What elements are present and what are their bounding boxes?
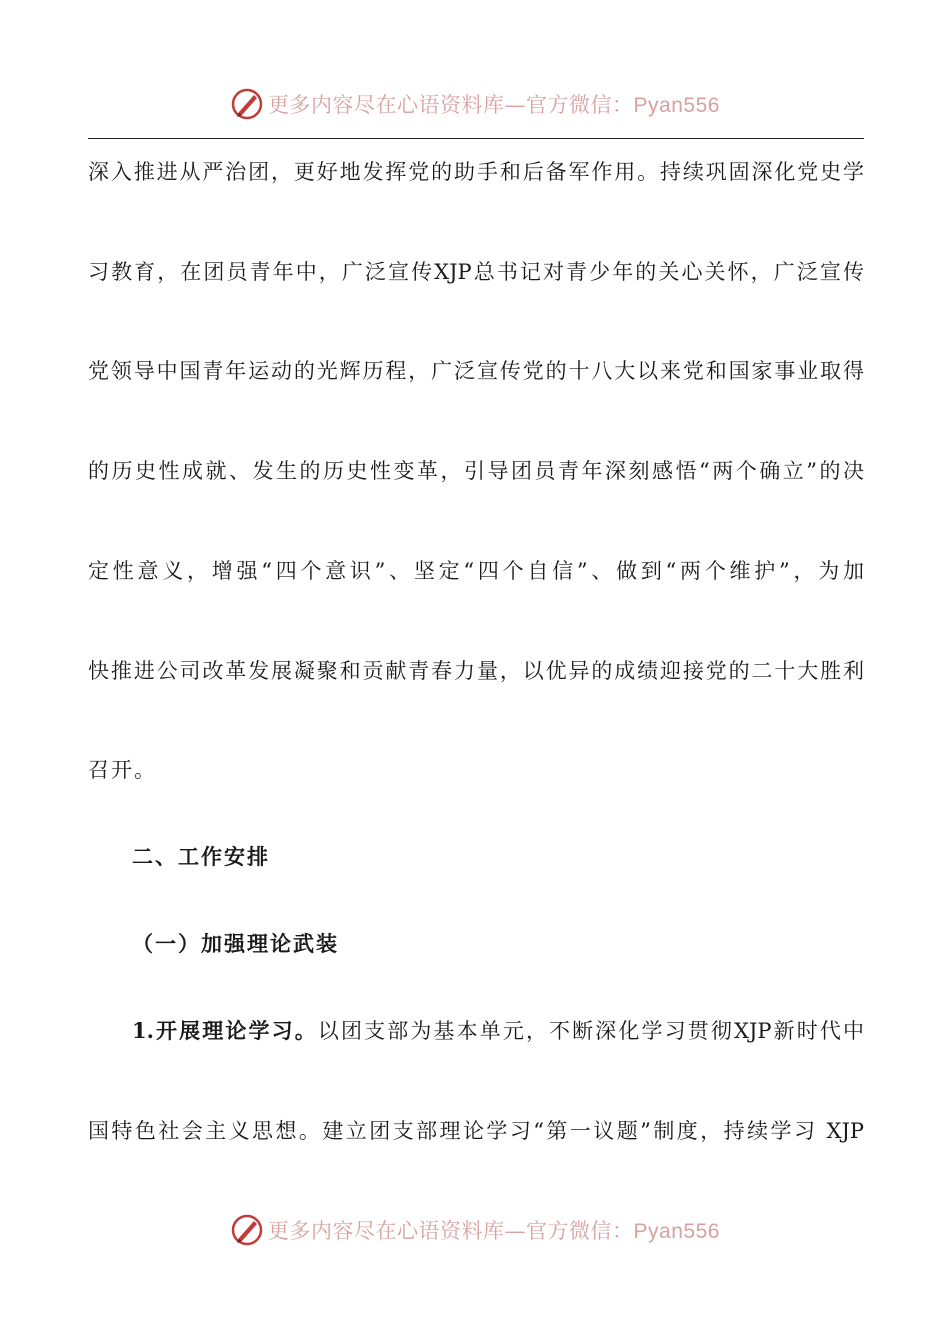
paragraph-line: 党领导中国青年运动的光辉历程，广泛宣传党的十八大以来党和国家事业取得 <box>88 359 864 383</box>
header-banner <box>0 84 950 124</box>
wechat-id: Pyan556 <box>633 1220 720 1243</box>
paragraph-line: 定性意义，增强“四个意识”、坚定“四个自信”、做到“两个维护”，为加 <box>88 559 864 583</box>
item-text: 以团支部为基本单元，不断深化学习贯彻XJP新时代中 <box>317 1019 864 1043</box>
banner-label: 更多内容尽在心语资料库—官方微信： <box>268 93 634 117</box>
banner-text <box>268 89 720 119</box>
pen-logo-icon <box>230 87 264 121</box>
wechat-id: Pyan556 <box>633 94 720 117</box>
pen-logo-icon <box>230 1213 264 1247</box>
paragraph-line: 快推进公司改革发展凝聚和贡献青春力量，以优异的成绩迎接党的二十大胜利 <box>88 659 864 683</box>
paragraph-line: 的历史性成就、发生的历史性变革，引导团员青年深刻感悟“两个确立”的决 <box>88 459 864 483</box>
paragraph-line: 习教育，在团员青年中，广泛宣传XJP总书记对青少年的关心关怀，广泛宣传 <box>88 260 864 284</box>
item-title: 1.开展理论学习。 <box>132 1018 318 1043</box>
paragraph-line: 召开。 <box>88 758 157 782</box>
item-line <box>132 1016 864 1046</box>
subsection-heading: （一）加强理论武装 <box>132 931 339 956</box>
paragraph-line: 国特色社会主义思想。建立团支部理论学习“第一议题”制度，持续学习 XJP <box>88 1119 864 1143</box>
banner-text <box>268 1215 720 1245</box>
banner-label: 更多内容尽在心语资料库—官方微信： <box>268 1219 634 1243</box>
header-rule <box>88 138 864 139</box>
footer-banner <box>0 1210 950 1250</box>
section-heading: 二、工作安排 <box>132 844 270 869</box>
paragraph-line: 深入推进从严治团，更好地发挥党的助手和后备军作用。持续巩固深化党史学 <box>88 160 864 184</box>
